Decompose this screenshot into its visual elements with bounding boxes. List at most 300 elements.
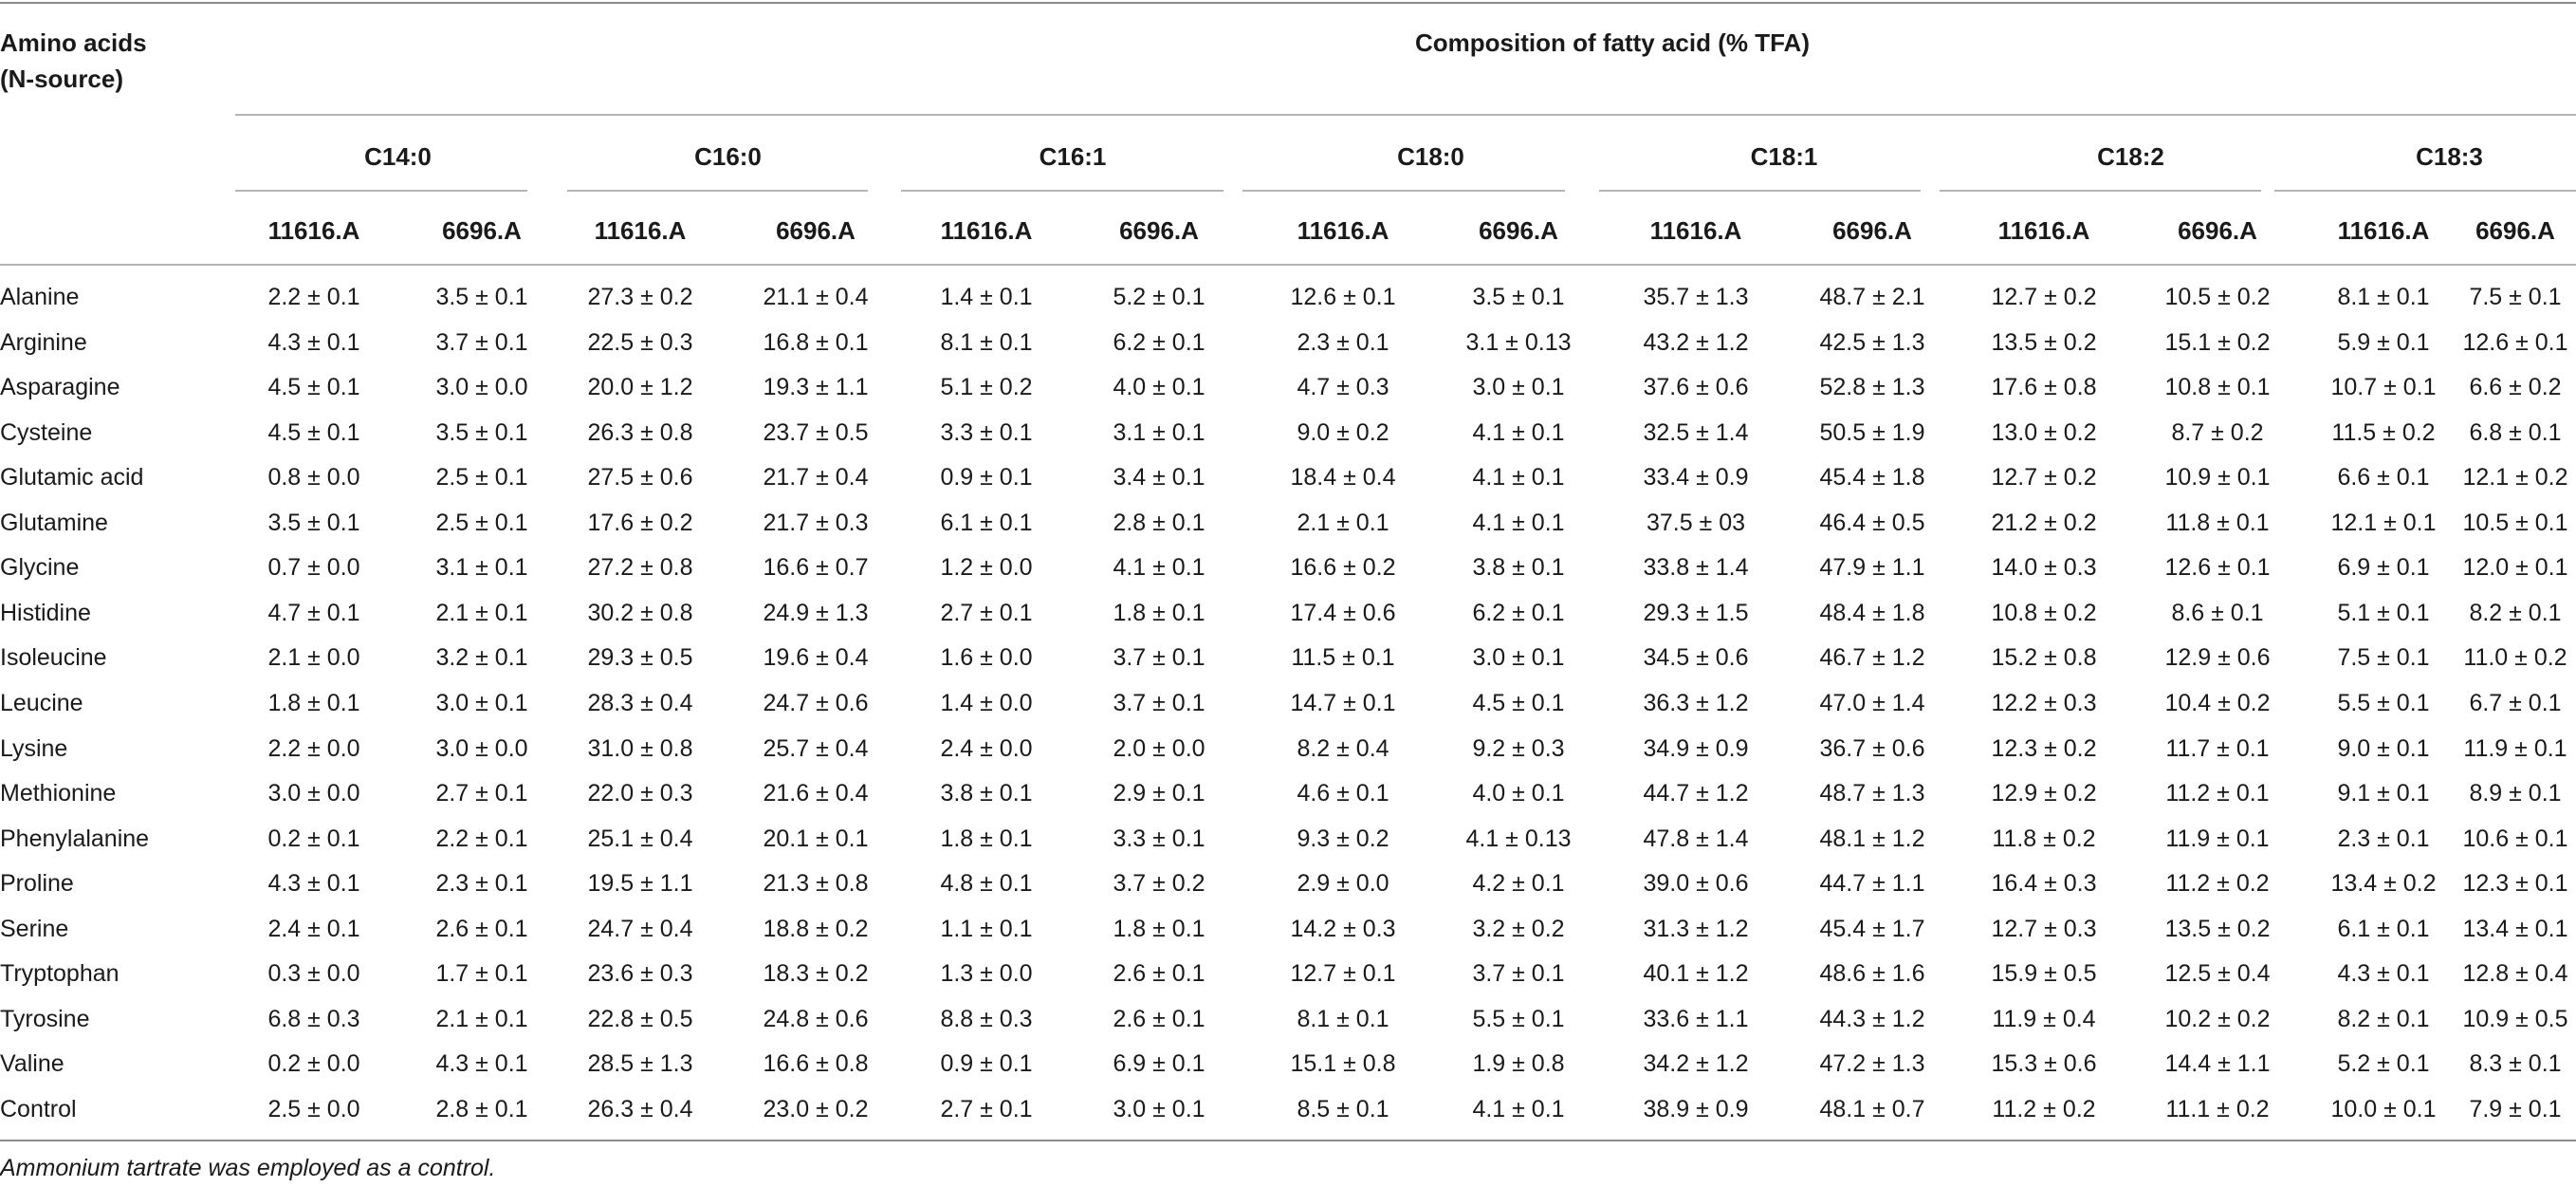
table-cell: 3.8 ± 0.1 <box>940 780 1033 807</box>
table-cell: 11.1 ± 0.2 <box>2165 1095 2270 1122</box>
table-cell: 45.4 ± 1.8 <box>1819 464 1925 491</box>
table-cell: 24.9 ± 1.3 <box>763 599 869 626</box>
table-cell: 20.0 ± 1.2 <box>587 374 693 401</box>
table-cell: 39.0 ± 0.6 <box>1643 870 1749 898</box>
table-cell: 5.2 ± 0.1 <box>1113 284 1205 310</box>
table-cell: 3.7 ± 0.1 <box>1113 644 1205 672</box>
table-cell: 10.2 ± 0.2 <box>2164 1005 2271 1032</box>
table-cell: 13.0 ± 0.2 <box>1991 418 2097 446</box>
table-cell: 14.2 ± 0.3 <box>1290 915 1396 942</box>
group-rule <box>235 190 527 192</box>
group-rule <box>901 190 1224 192</box>
table-cell: 3.5 ± 0.1 <box>267 509 360 536</box>
table-cell: 10.5 ± 0.2 <box>2164 284 2271 310</box>
table-cell: 3.3 ± 0.1 <box>1113 825 1205 852</box>
table-cell: 1.3 ± 0.0 <box>940 960 1033 988</box>
table-cell: 16.6 ± 0.8 <box>763 1050 869 1078</box>
table-cell: 0.8 ± 0.0 <box>267 464 360 491</box>
table-cell: 2.3 ± 0.1 <box>1297 328 1389 356</box>
table-cell: 8.6 ± 0.1 <box>2171 599 2264 626</box>
table-cell: 3.7 ± 0.1 <box>1472 960 1565 988</box>
table-cell: 6.9 ± 0.1 <box>1113 1050 1205 1078</box>
table-cell: 11.2 ± 0.2 <box>2165 870 2270 898</box>
group-rule <box>1242 190 1565 192</box>
row-label: Methionine <box>0 780 117 807</box>
table-cell: 4.5 ± 0.1 <box>1472 689 1565 716</box>
table-cell: 1.6 ± 0.0 <box>940 644 1033 672</box>
table-cell: 11.5 ± 0.2 <box>2331 418 2436 446</box>
table-cell: 2.4 ± 0.0 <box>940 734 1033 762</box>
table-cell: 32.5 ± 1.4 <box>1643 418 1749 446</box>
table-cell: 11.9 ± 0.1 <box>2463 734 2567 762</box>
table-cell: 7.9 ± 0.1 <box>2469 1095 2562 1122</box>
table-cell: 12.1 ± 0.1 <box>2330 509 2437 536</box>
table-cell: 14.4 ± 1.1 <box>2164 1050 2271 1078</box>
table-cell: 21.7 ± 0.4 <box>763 464 869 491</box>
table-cell: 6.7 ± 0.1 <box>2469 689 2562 716</box>
table-cell: 48.7 ± 1.3 <box>1819 780 1925 807</box>
table-cell: 9.0 ± 0.2 <box>1297 418 1389 446</box>
table-cell: 18.3 ± 0.2 <box>763 960 869 988</box>
table-cell: 3.2 ± 0.2 <box>1472 915 1565 942</box>
table-cell: 2.9 ± 0.1 <box>1113 780 1205 807</box>
table-cell: 13.5 ± 0.2 <box>2164 915 2271 942</box>
row-label: Arginine <box>0 328 87 356</box>
table-cell: 0.9 ± 0.1 <box>940 1050 1033 1078</box>
row-label: Glutamine <box>0 509 108 536</box>
table-cell: 1.1 ± 0.1 <box>940 915 1033 942</box>
table-cell: 21.6 ± 0.4 <box>763 780 869 807</box>
table-cell: 3.3 ± 0.1 <box>940 418 1033 446</box>
group-header: C14:0 <box>364 142 432 171</box>
row-header-line1: Amino acids <box>0 28 147 57</box>
table-cell: 2.6 ± 0.1 <box>1113 960 1205 988</box>
table-cell: 3.0 ± 0.1 <box>1472 644 1565 672</box>
table-cell: 37.5 ± 03 <box>1646 509 1746 536</box>
table-cell: 8.9 ± 0.1 <box>2469 780 2562 807</box>
strain-header: 6696.A <box>2178 216 2257 245</box>
row-label: Histidine <box>0 599 91 626</box>
table-cell: 16.6 ± 0.2 <box>1290 554 1396 582</box>
table-cell: 11.9 ± 0.1 <box>2165 825 2270 852</box>
row-label: Tyrosine <box>0 1005 90 1032</box>
table-cell: 22.8 ± 0.5 <box>587 1005 693 1032</box>
table-cell: 3.0 ± 0.0 <box>267 780 360 807</box>
table-cell: 17.6 ± 0.2 <box>587 509 693 536</box>
table-cell: 8.2 ± 0.1 <box>2337 1005 2430 1032</box>
strain-header: 11616.A <box>267 216 360 245</box>
table-cell: 8.5 ± 0.1 <box>1297 1095 1389 1122</box>
table-cell: 12.9 ± 0.6 <box>2164 644 2271 672</box>
table-cell: 33.8 ± 1.4 <box>1643 554 1749 582</box>
table-cell: 27.2 ± 0.8 <box>587 554 693 582</box>
group-header: C18:2 <box>2097 142 2164 171</box>
table-cell: 15.2 ± 0.8 <box>1991 644 2097 672</box>
table-cell: 0.7 ± 0.0 <box>267 554 360 582</box>
table-cell: 9.2 ± 0.3 <box>1472 734 1565 762</box>
bottom-rule <box>0 1140 2576 1141</box>
table-cell: 3.1 ± 0.1 <box>1113 418 1205 446</box>
group-header: C16:1 <box>1039 142 1107 171</box>
table-cell: 8.1 ± 0.1 <box>940 328 1033 356</box>
table-cell: 44.7 ± 1.1 <box>1819 870 1925 898</box>
table-cell: 44.3 ± 1.2 <box>1819 1005 1925 1032</box>
table-cell: 6.1 ± 0.1 <box>2337 915 2430 942</box>
table-cell: 4.1 ± 0.1 <box>1113 554 1205 582</box>
table-cell: 3.7 ± 0.1 <box>435 328 528 356</box>
table-cell: 37.6 ± 0.6 <box>1643 374 1749 401</box>
row-label: Lysine <box>0 734 68 762</box>
table-cell: 3.4 ± 0.1 <box>1113 464 1205 491</box>
table-cell: 6.9 ± 0.1 <box>2337 554 2430 582</box>
table-cell: 48.7 ± 2.1 <box>1819 284 1925 310</box>
table-cell: 5.5 ± 0.1 <box>2337 689 2430 716</box>
table-cell: 12.1 ± 0.2 <box>2462 464 2568 491</box>
table-cell: 48.4 ± 1.8 <box>1819 599 1925 626</box>
table-cell: 23.0 ± 0.2 <box>763 1095 869 1122</box>
row-label: Valine <box>0 1050 64 1078</box>
group-rule <box>2274 190 2576 192</box>
table-cell: 2.5 ± 0.1 <box>435 464 528 491</box>
table-cell: 2.2 ± 0.0 <box>267 734 360 762</box>
table-cell: 2.8 ± 0.1 <box>1113 509 1205 536</box>
table-cell: 13.4 ± 0.2 <box>2330 870 2437 898</box>
table-cell: 3.1 ± 0.13 <box>1465 328 1572 356</box>
row-label: Glutamic acid <box>0 464 144 491</box>
table-cell: 2.2 ± 0.1 <box>435 825 528 852</box>
table-title: Composition of fatty acid (% TFA) <box>1415 28 1810 57</box>
table-cell: 12.5 ± 0.4 <box>2164 960 2271 988</box>
table-cell: 36.7 ± 0.6 <box>1819 734 1925 762</box>
group-header: C18:3 <box>2416 142 2483 171</box>
table-cell: 1.7 ± 0.1 <box>435 960 528 988</box>
row-label: Alanine <box>0 284 80 310</box>
row-label: Glycine <box>0 554 80 582</box>
table-cell: 12.6 ± 0.1 <box>2164 554 2271 582</box>
table-cell: 1.2 ± 0.0 <box>940 554 1033 582</box>
table-cell: 5.5 ± 0.1 <box>1472 1005 1565 1032</box>
table-cell: 0.2 ± 0.0 <box>267 1050 360 1078</box>
table-cell: 2.1 ± 0.1 <box>435 599 528 626</box>
table-cell: 5.9 ± 0.1 <box>2337 328 2430 356</box>
table-cell: 0.2 ± 0.1 <box>267 825 360 852</box>
table-cell: 3.8 ± 0.1 <box>1472 554 1565 582</box>
table-cell: 44.7 ± 1.2 <box>1643 780 1749 807</box>
table-cell: 5.2 ± 0.1 <box>2337 1050 2430 1078</box>
table-cell: 2.6 ± 0.1 <box>435 915 528 942</box>
table-cell: 12.7 ± 0.2 <box>1991 464 2097 491</box>
table-cell: 25.7 ± 0.4 <box>763 734 869 762</box>
table-cell: 20.1 ± 0.1 <box>763 825 869 852</box>
table-cell: 29.3 ± 0.5 <box>587 644 693 672</box>
table-cell: 12.3 ± 0.2 <box>1991 734 2097 762</box>
group-rule <box>1940 190 2261 192</box>
table-cell: 48.1 ± 1.2 <box>1819 825 1925 852</box>
table-cell: 2.1 ± 0.0 <box>267 644 360 672</box>
table-cell: 4.5 ± 0.1 <box>267 418 360 446</box>
table-cell: 3.2 ± 0.1 <box>435 644 528 672</box>
table-cell: 4.1 ± 0.1 <box>1472 1095 1565 1122</box>
table-cell: 0.3 ± 0.0 <box>267 960 360 988</box>
table-cell: 2.6 ± 0.1 <box>1113 1005 1205 1032</box>
table-cell: 26.3 ± 0.8 <box>587 418 693 446</box>
table-cell: 47.0 ± 1.4 <box>1819 689 1925 716</box>
table-cell: 3.0 ± 0.1 <box>1472 374 1565 401</box>
table-cell: 31.0 ± 0.8 <box>587 734 693 762</box>
table-cell: 19.6 ± 0.4 <box>763 644 869 672</box>
table-cell: 14.0 ± 0.3 <box>1991 554 2097 582</box>
strain-header: 6696.A <box>1479 216 1558 245</box>
table-cell: 40.1 ± 1.2 <box>1643 960 1749 988</box>
table-cell: 10.9 ± 0.5 <box>2462 1005 2568 1032</box>
table-cell: 1.9 ± 0.8 <box>1472 1050 1565 1078</box>
table-cell: 3.5 ± 0.1 <box>435 284 528 310</box>
table-cell: 4.7 ± 0.1 <box>267 599 360 626</box>
strain-header: 6696.A <box>1832 216 1912 245</box>
table-cell: 47.2 ± 1.3 <box>1819 1050 1925 1078</box>
table-cell: 28.5 ± 1.3 <box>587 1050 693 1078</box>
table-cell: 3.7 ± 0.1 <box>1113 689 1205 716</box>
table-cell: 2.1 ± 0.1 <box>435 1005 528 1032</box>
table-cell: 1.8 ± 0.1 <box>1113 915 1205 942</box>
table-cell: 50.5 ± 1.9 <box>1819 418 1925 446</box>
row-label: Serine <box>0 915 69 942</box>
row-header-line2: (N-source) <box>0 65 124 93</box>
table-cell: 1.8 ± 0.1 <box>267 689 360 716</box>
table-cell: 10.4 ± 0.2 <box>2164 689 2271 716</box>
group-rule <box>567 190 868 192</box>
table-cell: 18.4 ± 0.4 <box>1290 464 1396 491</box>
table-cell: 1.8 ± 0.1 <box>1113 599 1205 626</box>
table-cell: 33.4 ± 0.9 <box>1643 464 1749 491</box>
table-cell: 27.3 ± 0.2 <box>587 284 693 310</box>
table-cell: 12.6 ± 0.1 <box>1290 284 1396 310</box>
table-cell: 2.1 ± 0.1 <box>1297 509 1389 536</box>
table-cell: 8.1 ± 0.1 <box>1297 1005 1389 1032</box>
table-cell: 12.6 ± 0.1 <box>2462 328 2568 356</box>
table-cell: 4.6 ± 0.1 <box>1297 780 1389 807</box>
table-cell: 17.6 ± 0.8 <box>1991 374 2097 401</box>
table-cell: 48.1 ± 0.7 <box>1819 1095 1925 1122</box>
row-header <box>0 25 147 97</box>
table-cell: 12.9 ± 0.2 <box>1991 780 2097 807</box>
table-cell: 21.1 ± 0.4 <box>763 284 869 310</box>
table-cell: 6.2 ± 0.1 <box>1113 328 1205 356</box>
table-cell: 4.7 ± 0.3 <box>1297 374 1389 401</box>
table-cell: 3.0 ± 0.0 <box>435 734 528 762</box>
table-cell: 11.0 ± 0.2 <box>2463 644 2567 672</box>
row-label: Proline <box>0 870 74 898</box>
strain-header: 11616.A <box>2337 216 2430 245</box>
table-cell: 4.1 ± 0.1 <box>1472 509 1565 536</box>
table-cell: 14.7 ± 0.1 <box>1290 689 1396 716</box>
table-cell: 9.3 ± 0.2 <box>1297 825 1389 852</box>
table-cell: 34.9 ± 0.9 <box>1643 734 1749 762</box>
table-cell: 4.3 ± 0.1 <box>267 328 360 356</box>
table-cell: 2.9 ± 0.0 <box>1297 870 1389 898</box>
table-cell: 42.5 ± 1.3 <box>1819 328 1925 356</box>
table-cell: 1.4 ± 0.1 <box>940 284 1033 310</box>
table-cell: 36.3 ± 1.2 <box>1643 689 1749 716</box>
table-cell: 34.5 ± 0.6 <box>1643 644 1749 672</box>
table-cell: 48.6 ± 1.6 <box>1819 960 1925 988</box>
table-cell: 10.9 ± 0.1 <box>2164 464 2271 491</box>
table-cell: 6.6 ± 0.1 <box>2337 464 2430 491</box>
table-cell: 7.5 ± 0.1 <box>2469 284 2562 310</box>
table-cell: 10.0 ± 0.1 <box>2330 1095 2437 1122</box>
table-cell: 6.8 ± 0.3 <box>267 1005 360 1032</box>
table-cell: 16.8 ± 0.1 <box>763 328 869 356</box>
row-label: Leucine <box>0 689 83 716</box>
table-cell: 2.8 ± 0.1 <box>435 1095 528 1122</box>
table-cell: 2.0 ± 0.0 <box>1113 734 1205 762</box>
table-cell: 4.8 ± 0.1 <box>940 870 1033 898</box>
group-rule <box>1599 190 1921 192</box>
table-cell: 35.7 ± 1.3 <box>1643 284 1749 310</box>
strain-header: 6696.A <box>776 216 856 245</box>
table-cell: 3.7 ± 0.2 <box>1113 870 1205 898</box>
table-cell: 15.3 ± 0.6 <box>1991 1050 2097 1078</box>
table-cell: 12.7 ± 0.2 <box>1991 284 2097 310</box>
table-cell: 11.2 ± 0.2 <box>1992 1095 2096 1122</box>
table-cell: 13.5 ± 0.2 <box>1991 328 2097 356</box>
strain-header: 6696.A <box>2475 216 2555 245</box>
table-cell: 6.6 ± 0.2 <box>2469 374 2562 401</box>
table-cell: 11.5 ± 0.1 <box>1291 644 1395 672</box>
table-cell: 2.3 ± 0.1 <box>2337 825 2430 852</box>
strain-header: 11616.A <box>1649 216 1742 245</box>
table-cell: 6.2 ± 0.1 <box>1472 599 1565 626</box>
table-cell: 11.8 ± 0.1 <box>2165 509 2270 536</box>
table-cell: 2.7 ± 0.1 <box>940 1095 1033 1122</box>
table-cell: 23.7 ± 0.5 <box>763 418 869 446</box>
row-label: Isoleucine <box>0 644 107 672</box>
top-rule <box>0 2 2576 4</box>
table-cell: 23.6 ± 0.3 <box>587 960 693 988</box>
table-cell: 8.1 ± 0.1 <box>2337 284 2430 310</box>
group-header: C16:0 <box>694 142 762 171</box>
table-footnote: Ammonium tartrate was employed as a control. <box>0 1155 496 1181</box>
table-cell: 52.8 ± 1.3 <box>1819 374 1925 401</box>
table-cell: 18.8 ± 0.2 <box>763 915 869 942</box>
table-cell: 21.7 ± 0.3 <box>763 509 869 536</box>
table-cell: 22.0 ± 0.3 <box>587 780 693 807</box>
table-cell: 10.7 ± 0.1 <box>2330 374 2437 401</box>
table-cell: 3.5 ± 0.1 <box>1472 284 1565 310</box>
table-cell: 5.1 ± 0.2 <box>940 374 1033 401</box>
strain-header: 11616.A <box>1297 216 1389 245</box>
table-cell: 4.3 ± 0.1 <box>435 1050 528 1078</box>
table-cell: 11.8 ± 0.2 <box>1992 825 2096 852</box>
table-cell: 19.3 ± 1.1 <box>763 374 869 401</box>
table-cell: 29.3 ± 1.5 <box>1643 599 1749 626</box>
table-cell: 16.4 ± 0.3 <box>1991 870 2097 898</box>
title-rule <box>235 114 2576 116</box>
table-cell: 3.0 ± 0.0 <box>435 374 528 401</box>
table-cell: 17.4 ± 0.6 <box>1290 599 1396 626</box>
table-cell: 47.8 ± 1.4 <box>1643 825 1749 852</box>
table-cell: 45.4 ± 1.7 <box>1819 915 1925 942</box>
table-cell: 4.1 ± 0.1 <box>1472 464 1565 491</box>
table-cell: 26.3 ± 0.4 <box>587 1095 693 1122</box>
table-cell: 12.2 ± 0.3 <box>1991 689 2097 716</box>
table-cell: 33.6 ± 1.1 <box>1643 1005 1749 1032</box>
table-cell: 47.9 ± 1.1 <box>1819 554 1925 582</box>
table-cell: 12.0 ± 0.1 <box>2462 554 2568 582</box>
table-cell: 3.0 ± 0.1 <box>1113 1095 1205 1122</box>
table-cell: 4.2 ± 0.1 <box>1472 870 1565 898</box>
row-label: Cysteine <box>0 418 93 446</box>
table-cell: 19.5 ± 1.1 <box>587 870 693 898</box>
table-cell: 10.8 ± 0.1 <box>2164 374 2271 401</box>
table-cell: 13.4 ± 0.1 <box>2462 915 2568 942</box>
table-cell: 11.2 ± 0.1 <box>2165 780 2270 807</box>
table-cell: 1.8 ± 0.1 <box>940 825 1033 852</box>
table-cell: 4.3 ± 0.1 <box>267 870 360 898</box>
table-cell: 21.2 ± 0.2 <box>1991 509 2097 536</box>
table-cell: 10.5 ± 0.1 <box>2462 509 2568 536</box>
table-cell: 3.1 ± 0.1 <box>435 554 528 582</box>
strain-header: 11616.A <box>594 216 687 245</box>
strain-header: 6696.A <box>1119 216 1199 245</box>
table-cell: 15.1 ± 0.2 <box>2164 328 2271 356</box>
row-label: Phenylalanine <box>0 825 150 852</box>
table-cell: 15.1 ± 0.8 <box>1290 1050 1396 1078</box>
header-rule <box>0 264 2576 266</box>
table-cell: 11.9 ± 0.4 <box>1992 1005 2096 1032</box>
strain-header: 11616.A <box>940 216 1033 245</box>
table-cell: 6.1 ± 0.1 <box>940 509 1033 536</box>
table-cell: 12.7 ± 0.3 <box>1991 915 2097 942</box>
table-cell: 3.5 ± 0.1 <box>435 418 528 446</box>
table-cell: 5.1 ± 0.1 <box>2337 599 2430 626</box>
table-cell: 2.7 ± 0.1 <box>940 599 1033 626</box>
table-cell: 27.5 ± 0.6 <box>587 464 693 491</box>
table-cell: 12.8 ± 0.4 <box>2462 960 2568 988</box>
table-cell: 15.9 ± 0.5 <box>1991 960 2097 988</box>
table-cell: 8.3 ± 0.1 <box>2469 1050 2562 1078</box>
table-cell: 21.3 ± 0.8 <box>763 870 869 898</box>
table-cell: 0.9 ± 0.1 <box>940 464 1033 491</box>
row-label: Asparagine <box>0 374 120 401</box>
row-label: Tryptophan <box>0 960 120 988</box>
table-cell: 2.7 ± 0.1 <box>435 780 528 807</box>
table-cell: 25.1 ± 0.4 <box>587 825 693 852</box>
table-cell: 46.4 ± 0.5 <box>1819 509 1925 536</box>
table-cell: 34.2 ± 1.2 <box>1643 1050 1749 1078</box>
table-cell: 8.2 ± 0.4 <box>1297 734 1389 762</box>
table-cell: 3.0 ± 0.1 <box>435 689 528 716</box>
table-cell: 24.8 ± 0.6 <box>763 1005 869 1032</box>
table-cell: 11.7 ± 0.1 <box>2165 734 2270 762</box>
table-cell: 8.2 ± 0.1 <box>2469 599 2562 626</box>
table-cell: 1.4 ± 0.0 <box>940 689 1033 716</box>
table-cell: 10.8 ± 0.2 <box>1991 599 2097 626</box>
table-cell: 4.0 ± 0.1 <box>1113 374 1205 401</box>
strain-header: 6696.A <box>442 216 522 245</box>
table-cell: 30.2 ± 0.8 <box>587 599 693 626</box>
table-cell: 8.8 ± 0.3 <box>940 1005 1033 1032</box>
table-cell: 43.2 ± 1.2 <box>1643 328 1749 356</box>
table-cell: 22.5 ± 0.3 <box>587 328 693 356</box>
table-cell: 24.7 ± 0.4 <box>587 915 693 942</box>
table-cell: 16.6 ± 0.7 <box>763 554 869 582</box>
row-label: Control <box>0 1095 77 1122</box>
table-cell: 2.5 ± 0.1 <box>435 509 528 536</box>
table-cell: 2.3 ± 0.1 <box>435 870 528 898</box>
table-cell: 4.5 ± 0.1 <box>267 374 360 401</box>
table-cell: 4.3 ± 0.1 <box>2337 960 2430 988</box>
